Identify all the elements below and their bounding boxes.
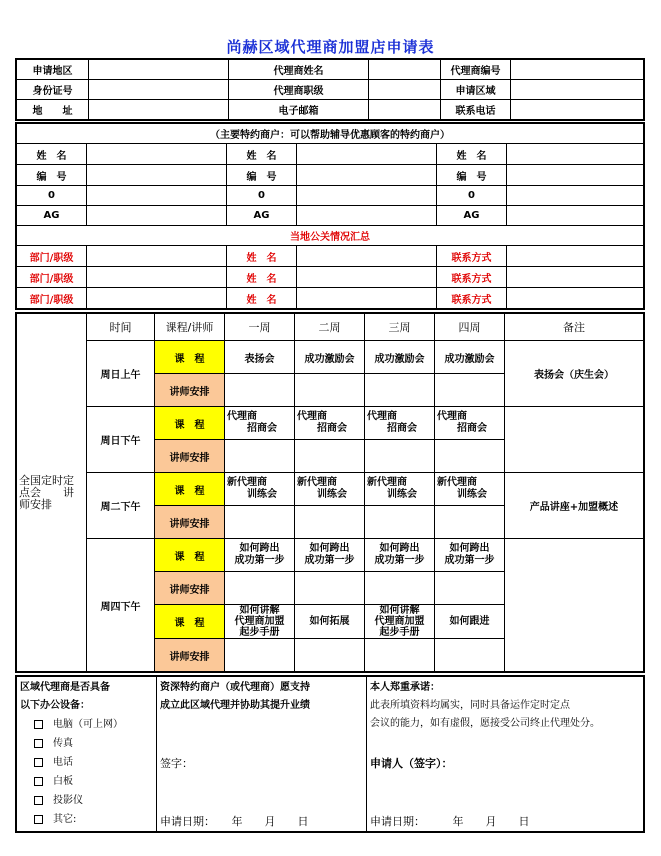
course-cell: 如何讲解 代理商加盟 起步手册 <box>365 605 435 639</box>
course-cell: 新代理商 训练会 <box>225 473 295 506</box>
pledge-line1: 此表所填资料均属实，同时具备运作定时定点 <box>370 700 570 711</box>
footer-table <box>16 676 644 832</box>
teacher-cell[interactable] <box>295 374 365 407</box>
equipment-item[interactable]: 白板 <box>34 772 153 791</box>
note-cell: 产品讲座+加盟概述 <box>505 473 644 539</box>
teacher-label: 讲师安排 <box>155 639 225 672</box>
name-field[interactable] <box>297 144 437 165</box>
label-dept-rank: 部门/职级 <box>17 246 87 267</box>
time-slot: 周二下午 <box>87 473 155 539</box>
value-field[interactable] <box>297 206 437 226</box>
dept-field[interactable] <box>87 267 227 288</box>
teacher-cell[interactable] <box>365 639 435 672</box>
teacher-cell[interactable] <box>365 374 435 407</box>
label-name: 姓 名 <box>227 144 297 165</box>
agent-name-field[interactable] <box>369 60 441 80</box>
applicant-signature[interactable]: 申请人（签字）： <box>370 757 453 770</box>
header-week1: 一周 <box>225 314 295 341</box>
label-agent-number: 代理商编号 <box>441 60 511 80</box>
pledge-title: 本人郑重承诺： <box>370 682 440 693</box>
course-cell: 代理商 招商会 <box>435 407 505 440</box>
label-apply-area: 申请地区 <box>17 60 89 80</box>
checkbox-icon[interactable] <box>34 815 43 824</box>
teacher-label: 讲师安排 <box>155 374 225 407</box>
teacher-cell[interactable] <box>435 506 505 539</box>
pledge-line2: 会议的能力，如有虚假，愿接受公司终止代理处分。 <box>370 718 600 729</box>
number-field[interactable] <box>297 165 437 186</box>
teacher-cell[interactable] <box>225 374 295 407</box>
contact-field[interactable] <box>507 246 644 267</box>
note-cell[interactable] <box>505 539 644 672</box>
zero-value: 0 <box>17 186 87 206</box>
apply-region-field[interactable] <box>511 80 644 100</box>
teacher-cell[interactable] <box>435 639 505 672</box>
course-label: 课 程 <box>155 605 225 639</box>
teacher-cell[interactable] <box>295 506 365 539</box>
special-merchant-table <box>16 123 644 309</box>
support-title: 资深特约商户（或代理商）愿支持 <box>160 682 310 693</box>
equipment-section <box>17 677 157 832</box>
course-cell: 如何跟进 <box>435 605 505 639</box>
course-cell: 新代理商 训练会 <box>365 473 435 506</box>
public-relations-title: 当地公关情况汇总 <box>17 226 644 246</box>
checkbox-icon[interactable] <box>34 720 43 729</box>
number-field[interactable] <box>87 165 227 186</box>
agent-rank-field[interactable] <box>369 80 441 100</box>
person-name-field[interactable] <box>297 288 437 309</box>
course-cell: 新代理商 训练会 <box>435 473 505 506</box>
time-slot: 周日上午 <box>87 341 155 407</box>
course-cell: 成功激励会 <box>295 341 365 374</box>
address-field[interactable] <box>89 100 229 120</box>
number-field[interactable] <box>507 165 644 186</box>
zero-value: 0 <box>227 186 297 206</box>
agent-number-field[interactable] <box>511 60 644 80</box>
course-cell: 如何跨出 成功第一步 <box>225 539 295 572</box>
label-dept-rank: 部门/职级 <box>17 267 87 288</box>
dept-field[interactable] <box>87 288 227 309</box>
course-cell: 如何跨出 成功第一步 <box>295 539 365 572</box>
equipment-title: 区域代理商是否具备 <box>20 682 110 693</box>
form-title: 尚赫区域代理商加盟店申请表 <box>226 38 435 56</box>
course-cell: 成功激励会 <box>435 341 505 374</box>
label-dept-rank: 部门/职级 <box>17 288 87 309</box>
label-id-number: 身份证号 <box>17 80 89 100</box>
label-name: 姓 名 <box>437 144 507 165</box>
equipment-item[interactable]: 传真 <box>34 734 153 753</box>
teacher-label: 讲师安排 <box>155 506 225 539</box>
time-slot: 周四下午 <box>87 539 155 672</box>
course-label: 课 程 <box>155 341 225 374</box>
teacher-cell[interactable] <box>365 506 435 539</box>
contact-field[interactable] <box>507 267 644 288</box>
ag-label: AG <box>437 206 507 226</box>
email-field[interactable] <box>369 100 441 120</box>
applicant-date[interactable]: 申请日期： 年 月 日 <box>370 815 530 828</box>
checkbox-icon[interactable] <box>34 796 43 805</box>
course-cell: 表扬会 <box>225 341 295 374</box>
equipment-subtitle: 以下办公设备： <box>20 700 90 711</box>
course-cell: 如何讲解 代理商加盟 起步手册 <box>225 605 295 639</box>
header-time: 时间 <box>87 314 155 341</box>
course-label: 课 程 <box>155 539 225 572</box>
ag-label: AG <box>227 206 297 226</box>
header-week4: 四周 <box>435 314 505 341</box>
support-signature[interactable]: 签字： <box>160 757 193 770</box>
value-field[interactable] <box>87 206 227 226</box>
teacher-cell[interactable] <box>435 374 505 407</box>
teacher-cell[interactable] <box>295 440 365 473</box>
equipment-item[interactable]: 电脑（可上网） <box>34 715 153 734</box>
value-field[interactable] <box>87 186 227 206</box>
course-cell: 代理商 招商会 <box>295 407 365 440</box>
teacher-cell[interactable] <box>295 572 365 605</box>
teacher-label: 讲师安排 <box>155 572 225 605</box>
name-field[interactable] <box>507 144 644 165</box>
teacher-cell[interactable] <box>225 572 295 605</box>
zero-value: 0 <box>437 186 507 206</box>
label-contact: 联系方式 <box>437 267 507 288</box>
contact-field[interactable] <box>507 288 644 309</box>
label-number: 编 号 <box>437 165 507 186</box>
value-field[interactable] <box>507 186 644 206</box>
equipment-list <box>20 715 153 829</box>
note-cell: 表扬会（庆生会） <box>505 341 644 407</box>
support-date[interactable]: 申请日期： 年 月 日 <box>160 815 309 828</box>
teacher-cell[interactable] <box>295 639 365 672</box>
label-name: 姓 名 <box>17 144 87 165</box>
support-section <box>157 677 367 832</box>
apply-area-field[interactable] <box>89 60 229 80</box>
course-cell: 成功激励会 <box>365 341 435 374</box>
equipment-item[interactable]: 其它: <box>34 810 153 829</box>
label-email: 电子邮箱 <box>229 100 369 120</box>
person-name-field[interactable] <box>297 246 437 267</box>
header-week2: 二周 <box>295 314 365 341</box>
teacher-cell[interactable] <box>365 440 435 473</box>
checkbox-icon[interactable] <box>34 739 43 748</box>
name-field[interactable] <box>87 144 227 165</box>
value-field[interactable] <box>297 186 437 206</box>
support-subtitle: 成立此区域代理并协助其提升业绩 <box>160 700 310 711</box>
label-person-name: 姓 名 <box>227 267 297 288</box>
special-merchant-header: （主要特约商户：可以帮助辅导优惠顾客的特约商户） <box>17 124 644 144</box>
course-cell: 新代理商 训练会 <box>295 473 365 506</box>
teacher-label: 讲师安排 <box>155 440 225 473</box>
label-person-name: 姓 名 <box>227 288 297 309</box>
equipment-item[interactable]: 投影仪 <box>34 791 153 810</box>
time-slot: 周日下午 <box>87 407 155 473</box>
label-phone: 联系电话 <box>441 100 511 120</box>
ag-label: AG <box>17 206 87 226</box>
label-agent-rank: 代理商职级 <box>229 80 369 100</box>
schedule-table <box>16 313 644 672</box>
course-cell: 代理商 招商会 <box>225 407 295 440</box>
header-notes: 备注 <box>505 314 644 341</box>
phone-field[interactable] <box>511 100 644 120</box>
equipment-item[interactable]: 电话 <box>34 753 153 772</box>
teacher-cell[interactable] <box>435 440 505 473</box>
label-person-name: 姓 名 <box>227 246 297 267</box>
checkbox-icon[interactable] <box>34 758 43 767</box>
schedule-side-label: 全国定时定点会 讲师安排 <box>17 314 87 672</box>
label-apply-region: 申请区域 <box>441 80 511 100</box>
pledge-section <box>367 677 644 832</box>
person-name-field[interactable] <box>297 267 437 288</box>
applicant-info-table <box>16 59 644 120</box>
note-cell[interactable] <box>505 407 644 473</box>
value-field[interactable] <box>507 206 644 226</box>
teacher-cell[interactable] <box>435 572 505 605</box>
course-cell: 如何跨出 成功第一步 <box>365 539 435 572</box>
teacher-cell[interactable] <box>225 506 295 539</box>
label-agent-name: 代理商姓名 <box>229 60 369 80</box>
teacher-cell[interactable] <box>365 572 435 605</box>
label-number: 编 号 <box>227 165 297 186</box>
course-label: 课 程 <box>155 407 225 440</box>
checkbox-icon[interactable] <box>34 777 43 786</box>
course-cell: 代理商 招商会 <box>365 407 435 440</box>
label-number: 编 号 <box>17 165 87 186</box>
teacher-cell[interactable] <box>225 440 295 473</box>
header-course: 课程/讲师 <box>155 314 225 341</box>
course-cell: 如何拓展 <box>295 605 365 639</box>
id-number-field[interactable] <box>89 80 229 100</box>
course-label: 课 程 <box>155 473 225 506</box>
label-contact: 联系方式 <box>437 246 507 267</box>
header-week3: 三周 <box>365 314 435 341</box>
teacher-cell[interactable] <box>225 639 295 672</box>
label-contact: 联系方式 <box>437 288 507 309</box>
label-address: 地 址 <box>17 100 89 120</box>
dept-field[interactable] <box>87 246 227 267</box>
course-cell: 如何跨出 成功第一步 <box>435 539 505 572</box>
